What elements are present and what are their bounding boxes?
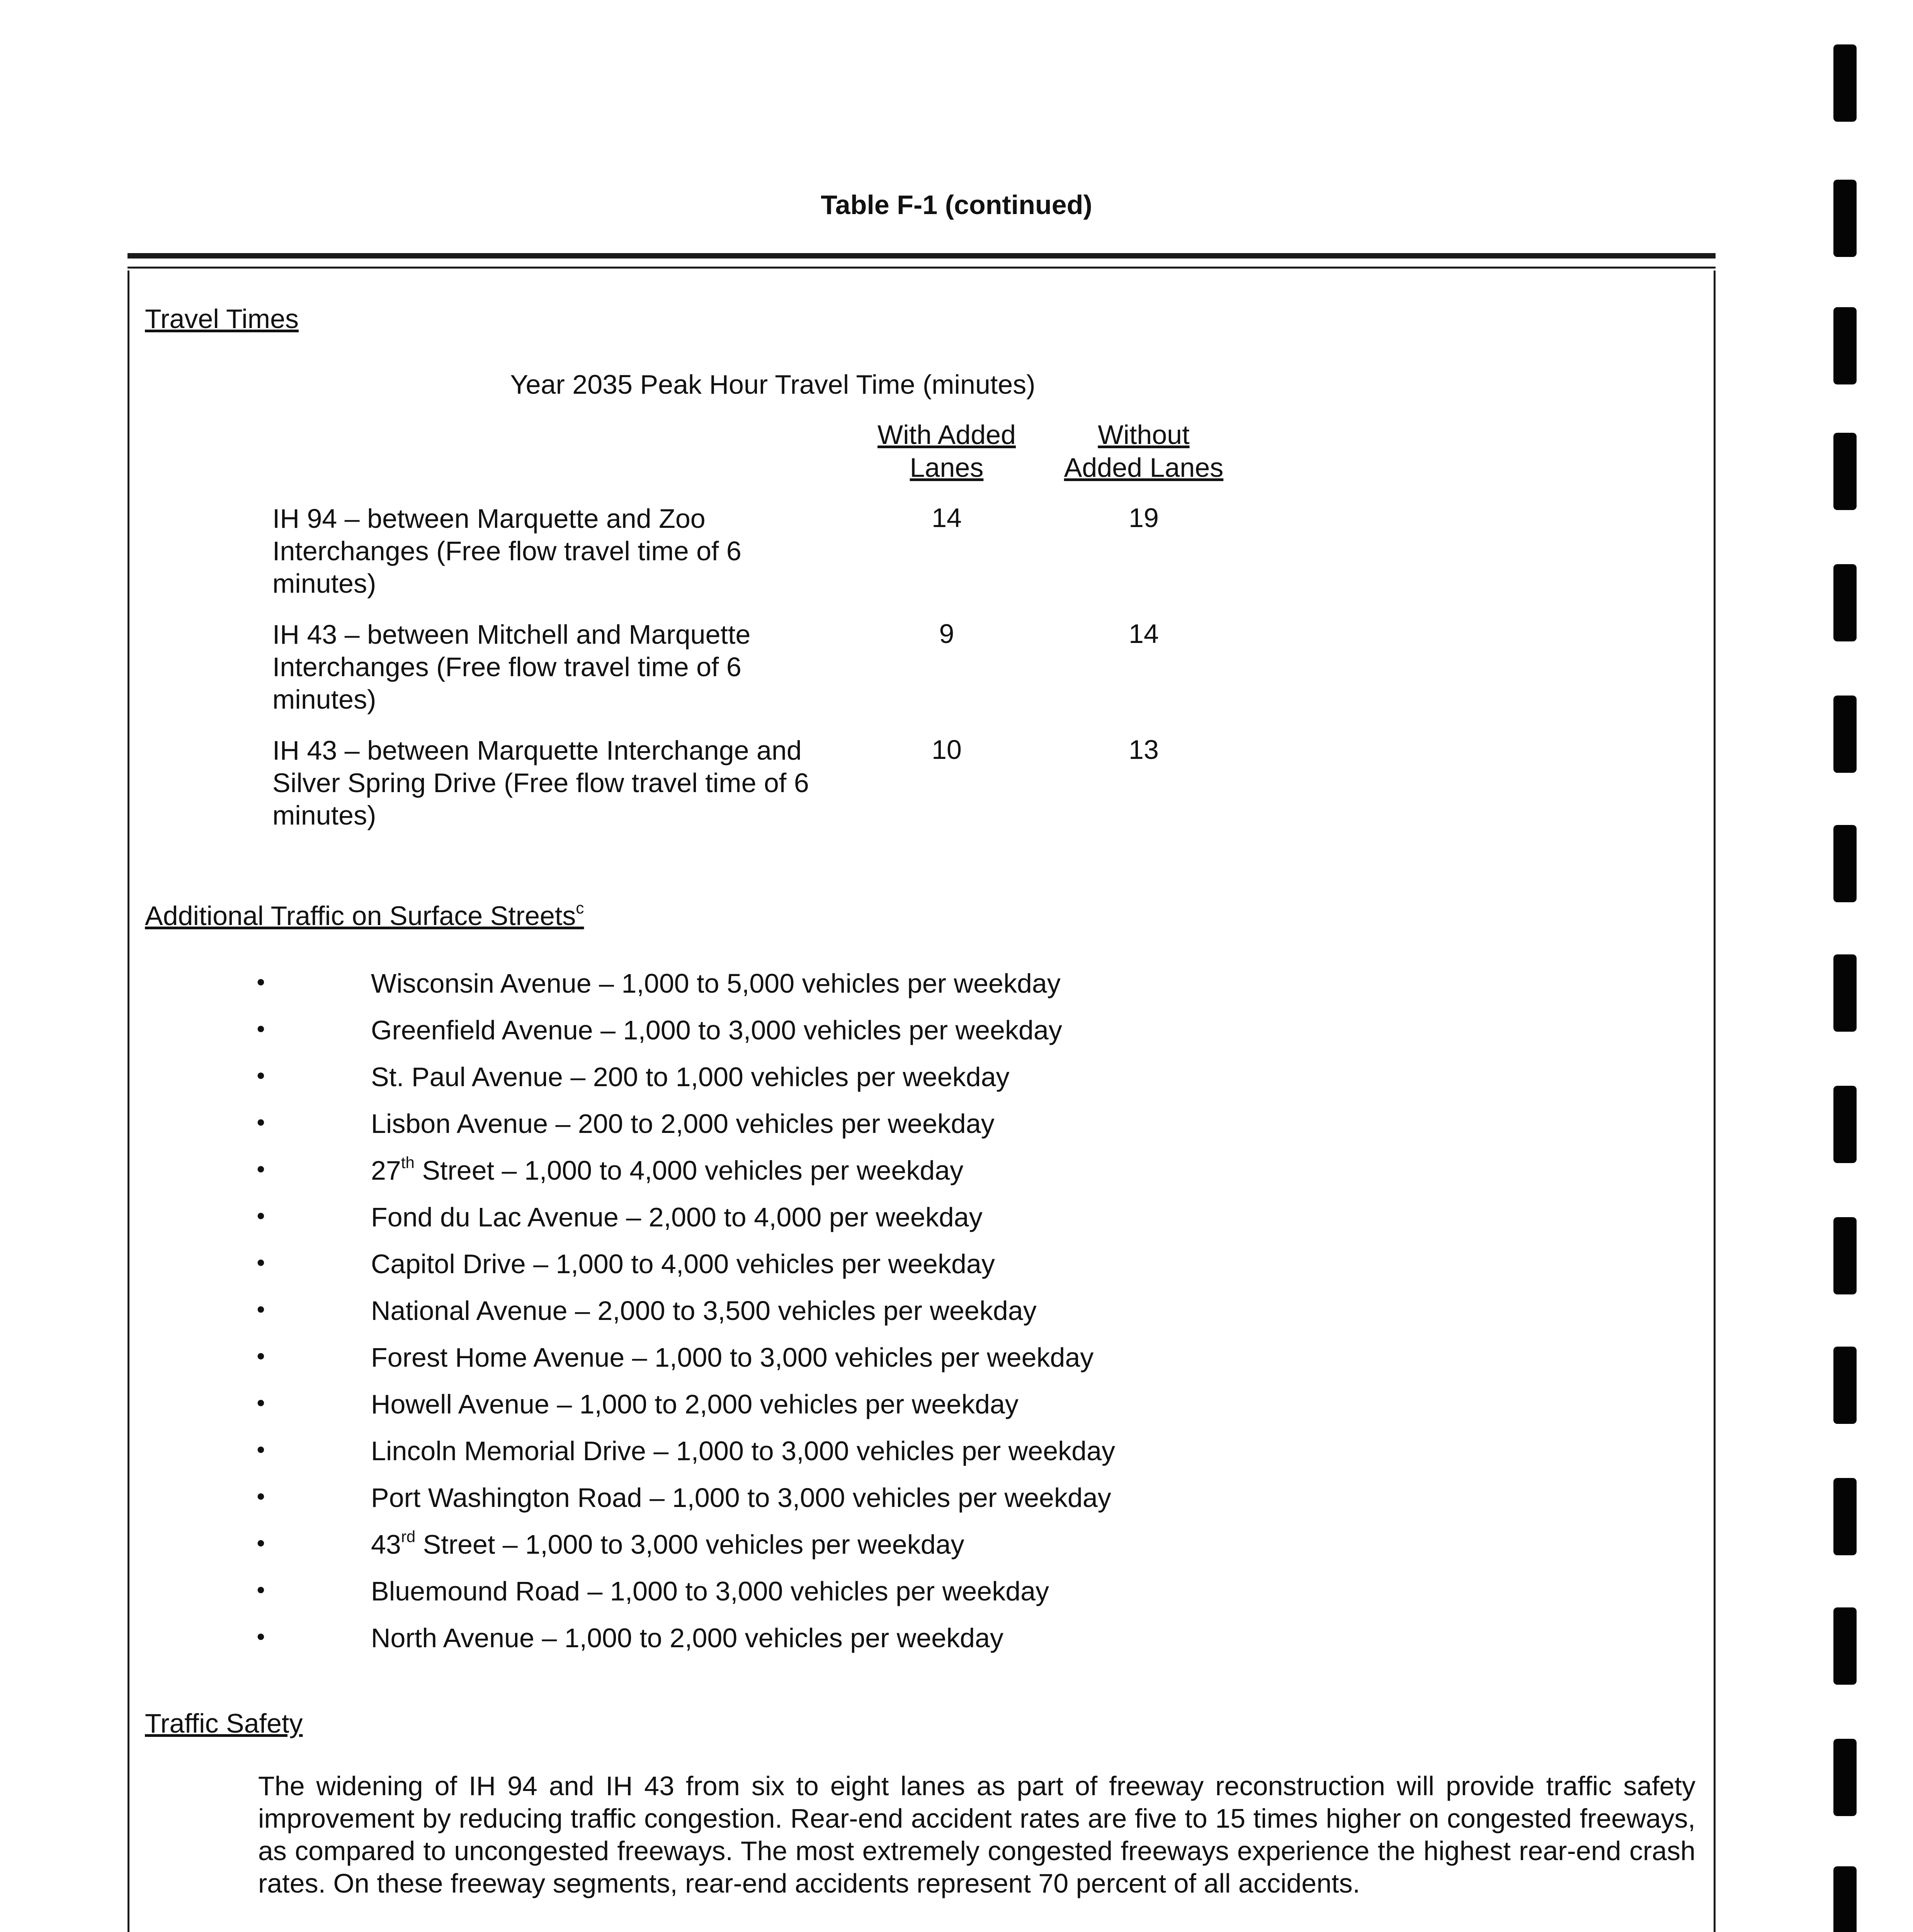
header-rule-thin	[128, 267, 1716, 269]
item-text: North Avenue – 1,000 to 2,000 vehicles per weekday	[371, 1623, 1004, 1653]
surface-street-item	[371, 1295, 1037, 1326]
additional-traffic-heading	[145, 900, 584, 931]
bullet-dot	[258, 1400, 264, 1406]
binder-tab-mark	[1833, 564, 1857, 641]
col-with-added-line2: Lanes	[910, 452, 984, 483]
table-title: Table F-1 (continued)	[821, 190, 1092, 220]
binder-tab-mark	[1833, 696, 1857, 773]
item-text: Howell Avenue – 1,000 to 2,000 vehicles per weekday	[371, 1389, 1019, 1419]
binder-tab-mark	[1833, 1347, 1857, 1424]
item-text-rest: Street – 1,000 to 4,000 vehicles per weekday	[414, 1155, 964, 1185]
traffic-safety-paragraph: The widening of IH 94 and IH 43 from six to eight lanes as part of freeway reconstruction will provide traffic safety improvement by reducing traffic congestion. Rear-end accident rates are five to 15 times higher on congested freeways, as compared to uncongested freeways. The most extremely congested freeways experience the highest rear-end crash rates. On these freeway segments, rear-end accidents represent 70 percent of all accidents.	[258, 1771, 1695, 1898]
item-text: Lisbon Avenue – 200 to 2,000 vehicles per weekday	[371, 1109, 995, 1139]
surface-street-item	[371, 1576, 1049, 1607]
travel-row-3-label: IH 43 – between Marquette Interchange and Silver Spring Drive (Free flow travel time of 6 minutes)	[272, 735, 809, 830]
item-text: Forest Home Avenue – 1,000 to 3,000 vehicles per weekday	[371, 1342, 1094, 1372]
col-without-added-line1: Without	[1098, 420, 1190, 450]
item-text-rest: Street – 1,000 to 3,000 vehicles per weekday	[415, 1529, 964, 1560]
header-rule-thick	[128, 253, 1716, 259]
bullet-dot	[258, 1447, 264, 1453]
bullet-dot	[258, 1073, 264, 1079]
binder-tab-mark	[1833, 1086, 1857, 1163]
bullet-dot	[258, 1213, 264, 1219]
bullet-dot	[258, 1540, 264, 1547]
surface-street-item	[371, 1155, 963, 1186]
bullet-dot	[258, 1119, 264, 1126]
binder-tab-mark	[1833, 825, 1857, 902]
bullet-dot	[258, 1306, 264, 1313]
binder-tab-mark	[1833, 1478, 1857, 1555]
bullet-dot	[258, 1634, 264, 1640]
binder-tab-mark	[1833, 44, 1857, 122]
footnote-marker: c	[576, 898, 584, 917]
travel-row-1-with: 14	[932, 503, 962, 533]
item-text: National Avenue – 2,000 to 3,500 vehicles per weekday	[371, 1296, 1037, 1326]
item-text: Bluemound Road – 1,000 to 3,000 vehicles per weekday	[371, 1576, 1049, 1606]
item-text: Greenfield Avenue – 1,000 to 3,000 vehicles per weekday	[371, 1015, 1062, 1045]
surface-street-item	[371, 968, 1061, 999]
item-text: 27	[371, 1155, 401, 1185]
binder-tab-mark	[1833, 1607, 1857, 1685]
surface-street-item	[371, 1389, 1019, 1420]
binder-tab-mark	[1833, 307, 1857, 384]
surface-street-item	[371, 1061, 1010, 1092]
surface-street-item	[371, 1108, 995, 1139]
item-text: Fond du Lac Avenue – 2,000 to 4,000 per weekday	[371, 1202, 983, 1232]
binder-tab-mark	[1833, 433, 1857, 510]
travel-row-2-with: 9	[939, 619, 954, 649]
ordinal-suffix: rd	[401, 1527, 416, 1546]
bullet-dot	[258, 1493, 264, 1500]
traffic-safety-heading: Traffic Safety	[145, 1708, 303, 1738]
bullet-dot	[258, 1260, 264, 1266]
travel-times-heading: Travel Times	[145, 304, 299, 334]
surface-street-item	[371, 1202, 983, 1233]
surface-street-item	[371, 1248, 995, 1279]
item-text: Port Washington Road – 1,000 to 3,000 vehicles per weekday	[371, 1483, 1111, 1513]
travel-row-1-label: IH 94 – between Marquette and Zoo Interchanges (Free flow travel time of 6 minutes)	[272, 503, 741, 599]
binder-tab-mark	[1833, 1217, 1857, 1294]
col-without-added-line2: Added Lanes	[1064, 452, 1224, 483]
bullet-dot	[258, 979, 264, 986]
surface-street-item	[371, 1342, 1093, 1373]
item-text: Capitol Drive – 1,000 to 4,000 vehicles per weekday	[371, 1249, 995, 1279]
travel-time-table-title: Year 2035 Peak Hour Travel Time (minutes)	[510, 369, 1036, 400]
additional-traffic-heading-text: Additional Traffic on Surface Streets	[145, 901, 576, 931]
item-text: 43	[371, 1529, 401, 1560]
binder-tab-mark	[1833, 180, 1857, 257]
item-text: St. Paul Avenue – 200 to 1,000 vehicles per weekday	[371, 1062, 1010, 1092]
surface-street-item	[371, 1435, 1115, 1466]
bullet-dot	[258, 1166, 264, 1173]
bullet-dot	[258, 1353, 264, 1360]
surface-street-item	[371, 1622, 1003, 1653]
item-text: Lincoln Memorial Drive – 1,000 to 3,000 vehicles per weekday	[371, 1436, 1115, 1466]
travel-row-2-without: 14	[1129, 619, 1159, 649]
travel-row-2-label: IH 43 – between Mitchell and Marquette Interchanges (Free flow travel time of 6 minutes)	[272, 619, 751, 714]
surface-street-item	[371, 1015, 1062, 1046]
binder-tab-mark	[1833, 1866, 1857, 1932]
binder-tab-mark	[1833, 954, 1857, 1032]
ordinal-suffix: th	[401, 1153, 415, 1172]
binder-tab-mark	[1833, 1739, 1857, 1816]
bullet-dot	[258, 1587, 264, 1594]
surface-street-item	[371, 1529, 964, 1560]
travel-row-1-without: 19	[1129, 503, 1159, 533]
travel-row-3-with: 10	[932, 735, 962, 765]
bullet-dot	[258, 1026, 264, 1032]
travel-row-3-without: 13	[1129, 735, 1159, 765]
surface-street-item	[371, 1482, 1111, 1513]
col-with-added-line1: With Added	[877, 420, 1016, 450]
item-text: Wisconsin Avenue – 1,000 to 5,000 vehicles per weekday	[371, 968, 1061, 998]
